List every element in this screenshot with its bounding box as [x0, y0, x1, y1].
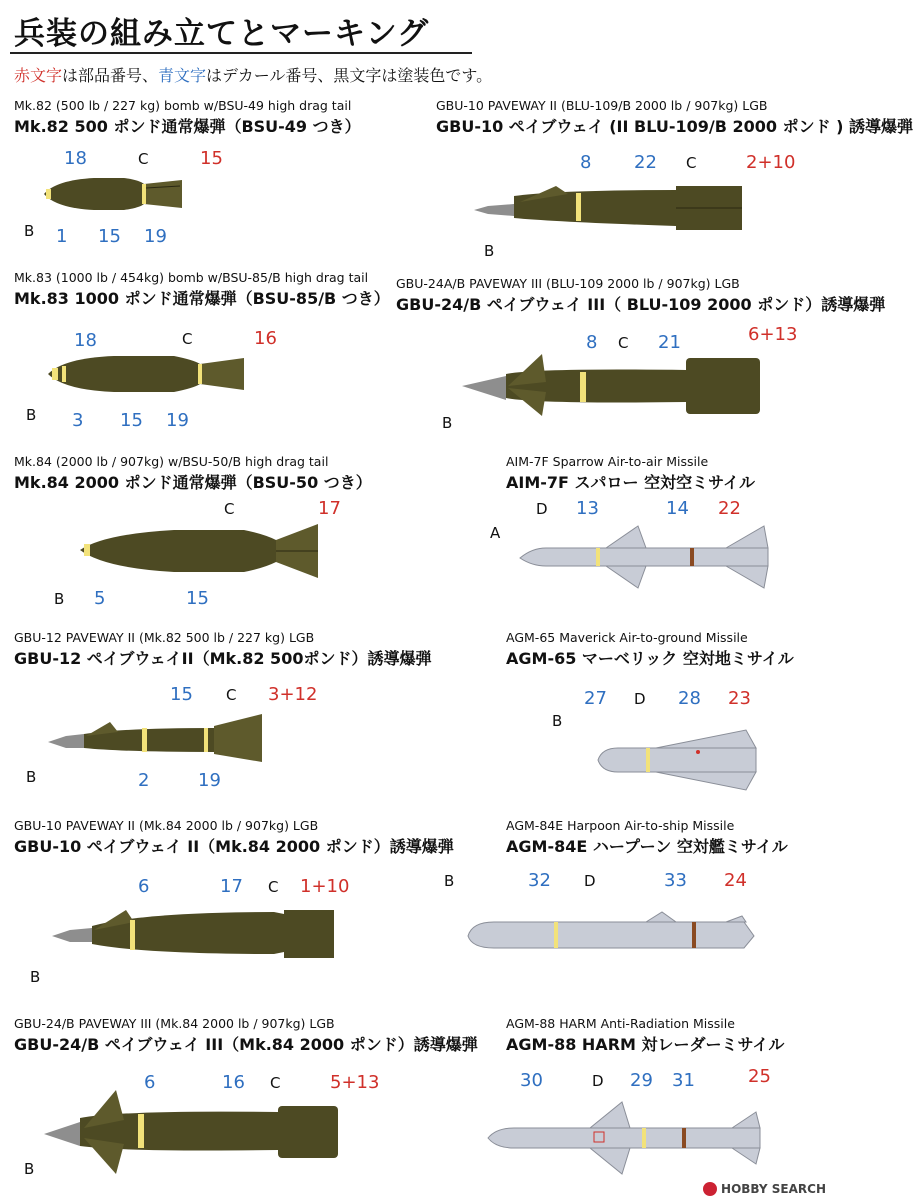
panel-en-title: AIM-7F Sparrow Air-to-air Missile	[506, 454, 709, 469]
panel-mk83	[14, 270, 414, 440]
gbu10-blu109-drawing	[436, 98, 836, 268]
panel-ja-title: GBU-10 ペイブウェイ (II BLU-109/B 2000 ポンド ) 誘導爆弾	[436, 117, 913, 136]
label-22-red: 22	[718, 498, 741, 519]
label-c: C	[268, 878, 279, 896]
legend-red: 赤文字	[14, 66, 63, 85]
label-32: 32	[528, 870, 551, 891]
panel-agm88	[506, 1016, 906, 1186]
label-25-red: 25	[748, 1066, 771, 1087]
panel-en-title: GBU-10 PAVEWAY II (BLU-109/B 2000 lb / 907kg) LGB	[436, 98, 768, 113]
label-15: 15	[170, 684, 193, 705]
label-16-red: 16	[254, 328, 277, 349]
panel-ja-title: Mk.83 1000 ポンド通常爆弾（BSU-85/B つき）	[14, 289, 390, 308]
panel-gbu24-mk84	[14, 1016, 478, 1186]
label-8: 8	[580, 152, 592, 173]
label-b: B	[26, 406, 37, 424]
panel-gbu10-blu109	[436, 98, 913, 268]
label-15: 15	[120, 410, 143, 431]
agm84e-missile-drawing	[506, 818, 834, 988]
label-19: 19	[198, 770, 221, 791]
panel-gbu12	[14, 630, 432, 800]
label-c: C	[270, 1074, 281, 1092]
label-28: 28	[678, 688, 701, 709]
label-b: B	[24, 222, 35, 240]
label-c: C	[224, 500, 235, 518]
hobby-search-logo-icon	[703, 1182, 717, 1196]
mk82-bomb-drawing	[14, 98, 414, 268]
label-b: B	[484, 242, 495, 260]
panel-ja-title: GBU-24/B ペイブウェイ III（Mk.84 2000 ポンド）誘導爆弾	[14, 1035, 478, 1054]
label-d: D	[592, 1072, 604, 1090]
page-title: 兵装の組み立てとマーキング	[14, 16, 430, 52]
label-30: 30	[520, 1070, 543, 1091]
label-5-13: 5+13	[330, 1072, 380, 1093]
label-27: 27	[584, 688, 607, 709]
panel-mk82	[14, 98, 414, 268]
label-6: 6	[138, 876, 150, 897]
panel-en-title: Mk.84 (2000 lb / 907kg) w/BSU-50/B high drag tail	[14, 454, 329, 469]
label-23-red: 23	[728, 688, 751, 709]
label-31: 31	[672, 1070, 695, 1091]
label-24-red: 24	[724, 870, 747, 891]
panel-mk84	[14, 454, 414, 624]
panel-ja-title: AIM-7F スパロー 空対空ミサイル	[506, 473, 755, 492]
panel-ja-title: AGM-65 マーベリック 空対地ミサイル	[506, 649, 794, 668]
panel-aim7f	[490, 454, 906, 624]
label-3-12: 3+12	[268, 684, 318, 705]
footer-watermark	[703, 1182, 826, 1196]
label-18: 18	[74, 330, 97, 351]
panel-ja-title: GBU-10 ペイブウェイ II（Mk.84 2000 ポンド）誘導爆弾	[14, 837, 454, 856]
label-22: 22	[634, 152, 657, 173]
title-underline	[10, 52, 472, 54]
label-b: B	[442, 414, 453, 432]
label-6-13: 6+13	[748, 324, 798, 345]
label-33: 33	[664, 870, 687, 891]
panel-en-title: GBU-24/B PAVEWAY III (Mk.84 2000 lb / 907kg) LGB	[14, 1016, 335, 1031]
panel-ja-title: GBU-24/B ペイブウェイ III（ BLU-109 2000 ポンド）誘導爆弾	[396, 295, 886, 314]
panel-gbu24-blu109	[396, 276, 886, 446]
panel-ja-title: Mk.84 2000 ポンド通常爆弾（BSU-50 つき）	[14, 473, 372, 492]
label-19: 19	[144, 226, 167, 247]
label-15: 15	[98, 226, 121, 247]
label-29: 29	[630, 1070, 653, 1091]
label-b: B	[26, 768, 37, 786]
panel-en-title: AGM-88 HARM Anti-Radiation Missile	[506, 1016, 735, 1031]
label-2-10: 2+10	[746, 152, 796, 173]
label-17-red: 17	[318, 498, 341, 519]
panel-en-title: AGM-65 Maverick Air-to-ground Missile	[506, 630, 748, 645]
aim7f-missile-drawing	[506, 454, 834, 624]
label-c: C	[226, 686, 237, 704]
label-18: 18	[64, 148, 87, 169]
panel-ja-title: Mk.82 500 ポンド通常爆弾（BSU-49 つき）	[14, 117, 361, 136]
legend-text-2: はデカール番号、黒文字は塗装色です。	[206, 66, 493, 85]
label-14: 14	[666, 498, 689, 519]
label-3: 3	[72, 410, 84, 431]
panel-en-title: Mk.83 (1000 lb / 454kg) bomb w/BSU-85/B high drag tail	[14, 270, 369, 285]
label-2: 2	[138, 770, 150, 791]
gbu24-mk84-drawing	[14, 1016, 434, 1186]
panel-agm84e	[444, 818, 906, 988]
label-d: D	[536, 500, 548, 518]
label-8: 8	[586, 332, 598, 353]
label-b: B	[552, 712, 563, 730]
label-1-10: 1+10	[300, 876, 350, 897]
label-b: B	[24, 1160, 35, 1178]
label-c: C	[618, 334, 629, 352]
label-b: B	[444, 872, 455, 890]
panel-gbu10-mk84	[14, 818, 454, 988]
legend-text-1: は部品番号、	[62, 66, 159, 85]
mk84-bomb-drawing	[14, 454, 414, 624]
label-21: 21	[658, 332, 681, 353]
label-17: 17	[220, 876, 243, 897]
gbu10-mk84-drawing	[14, 818, 434, 988]
label-b: B	[54, 590, 65, 608]
label-d: D	[584, 872, 596, 890]
gbu24-blu109-drawing	[396, 276, 834, 446]
label-13: 13	[576, 498, 599, 519]
panel-agm65	[506, 630, 906, 800]
agm88-missile-drawing	[506, 1016, 834, 1186]
footer-text: HOBBY SEARCH	[721, 1182, 826, 1196]
panel-en-title: GBU-12 PAVEWAY II (Mk.82 500 lb / 227 kg) LGB	[14, 630, 315, 645]
label-1: 1	[56, 226, 68, 247]
label-a: A	[490, 524, 501, 542]
label-b: B	[30, 968, 41, 986]
panel-ja-title: GBU-12 ペイブウェイII（Mk.82 500ポンド）誘導爆弾	[14, 649, 432, 668]
label-19: 19	[166, 410, 189, 431]
label-5: 5	[94, 588, 106, 609]
panel-ja-title: AGM-88 HARM 対レーダーミサイル	[506, 1035, 785, 1054]
label-c: C	[182, 330, 193, 348]
panel-en-title: GBU-10 PAVEWAY II (Mk.84 2000 lb / 907kg) LGB	[14, 818, 319, 833]
legend-blue: 青文字	[158, 66, 207, 85]
color-legend	[14, 63, 492, 86]
panel-en-title: GBU-24A/B PAVEWAY III (BLU-109 2000 lb / 907kg) LGB	[396, 276, 740, 291]
label-6: 6	[144, 1072, 156, 1093]
label-c: C	[138, 150, 149, 168]
label-15-red: 15	[200, 148, 223, 169]
panel-en-title: Mk.82 (500 lb / 227 kg) bomb w/BSU-49 high drag tail	[14, 98, 352, 113]
panel-ja-title: AGM-84E ハープーン 空対艦ミサイル	[506, 837, 788, 856]
label-c: C	[686, 154, 697, 172]
label-16: 16	[222, 1072, 245, 1093]
label-d: D	[634, 690, 646, 708]
label-15: 15	[186, 588, 209, 609]
panel-en-title: AGM-84E Harpoon Air-to-ship Missile	[506, 818, 735, 833]
